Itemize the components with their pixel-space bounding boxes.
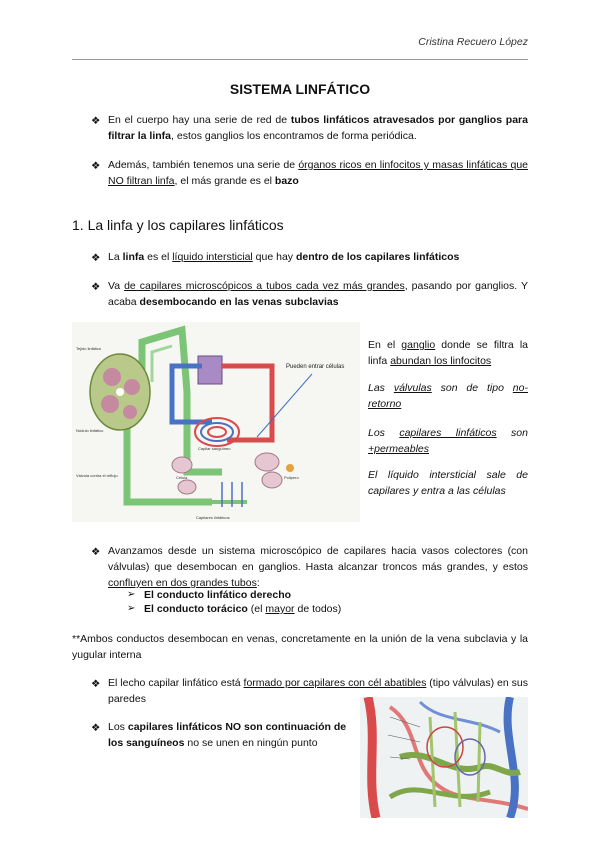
bullet-diamond-icon: ❖ [91,115,101,127]
figure-label-capilares: Capilares linfáticos [196,515,230,520]
figure-label-ganglio: Tejido linfático [76,346,102,351]
lymphatic-system-figure [72,322,360,522]
bullet-diamond-icon: ❖ [91,281,101,293]
figure-label-celula: Célula [176,475,188,480]
intro-paragraph-1: En el cuerpo hay una serie de red de tubos linfáticos atravesados por ganglios para filtrar la linfa, estos ganglios los encontramos de forma periódica. [108,114,528,142]
note-ganglio: En el ganglio donde se filtra la linfa abundan los linfocitos [368,339,529,367]
capillary-bed-figure [360,697,528,818]
conducto-derecho: El conducto linfático derecho [144,589,292,601]
section-heading: 1. La linfa y los capilares linfáticos [72,217,284,233]
avanzamos-bullet: Avanzamos desde un sistema microscópico de capilares hacia vasos colectores (con válvulas) que desembocan en ganglios. Hasta alcanzar troncos más grandes, y estos confluyen en dos grandes tubos: [108,545,528,589]
figure-label-nodulo: Nódulo linfático [76,428,104,433]
figure-label-pueden: Pueden entrar células [286,364,345,370]
note-valvulas: Las válvulas son de tipo no-retorno [368,382,528,410]
bullet-diamond-icon: ❖ [91,722,101,734]
bullet-diamond-icon: ❖ [91,160,101,172]
note-capilares: Los capilares linfáticos son +permeables [368,427,528,455]
figure-label-capilar: Capilar sanguíneo [198,446,231,451]
bullet-diamond-icon: ❖ [91,678,101,690]
note-liquido: El líquido intersticial sale de capilares y entra a las células [368,469,528,497]
lecho-bullet: El lecho capilar linfático está formado por capilares con cél abatibles (tipo válvulas) en sus paredes [108,677,528,705]
figure-label-valvula: Válvula contra el reflujo [76,473,118,478]
page-title: SISTEMA LINFÁTICO [229,81,371,97]
ambos-note: **Ambos conductos desembocan en venas, concretamente en la unión de la vena subclavia y la yugular interna [72,633,528,661]
linfa-bullet: La linfa es el líquido intersticial que hay dentro de los capilares linfáticos [108,251,460,263]
conducto-toracico: El conducto torácico (el mayor de todos) [144,603,342,615]
capilares-bullet: Va de capilares microscópicos a tubos cada vez más grandes, pasando por ganglios. Y acaba desembocando en las venas subclavias [108,280,528,308]
figure-label-polipero: Polipero [284,475,299,480]
header-rule [72,59,528,60]
bullet-diamond-icon: ❖ [91,546,101,558]
intro-paragraph-2: Además, también tenemos una serie de órganos ricos en linfocitos y masas linfáticas que NO filtran linfa, el más grande es el bazo [108,159,528,187]
author-name: Cristina Recuero López [418,36,528,48]
capilares-no-bullet: Los capilares linfáticos NO son continuación de los sanguíneos no se unen en ningún punto [108,721,347,749]
arrow-bullet-icon: ➢ [127,603,136,614]
bullet-diamond-icon: ❖ [91,252,101,264]
arrow-bullet-icon: ➢ [127,589,136,600]
